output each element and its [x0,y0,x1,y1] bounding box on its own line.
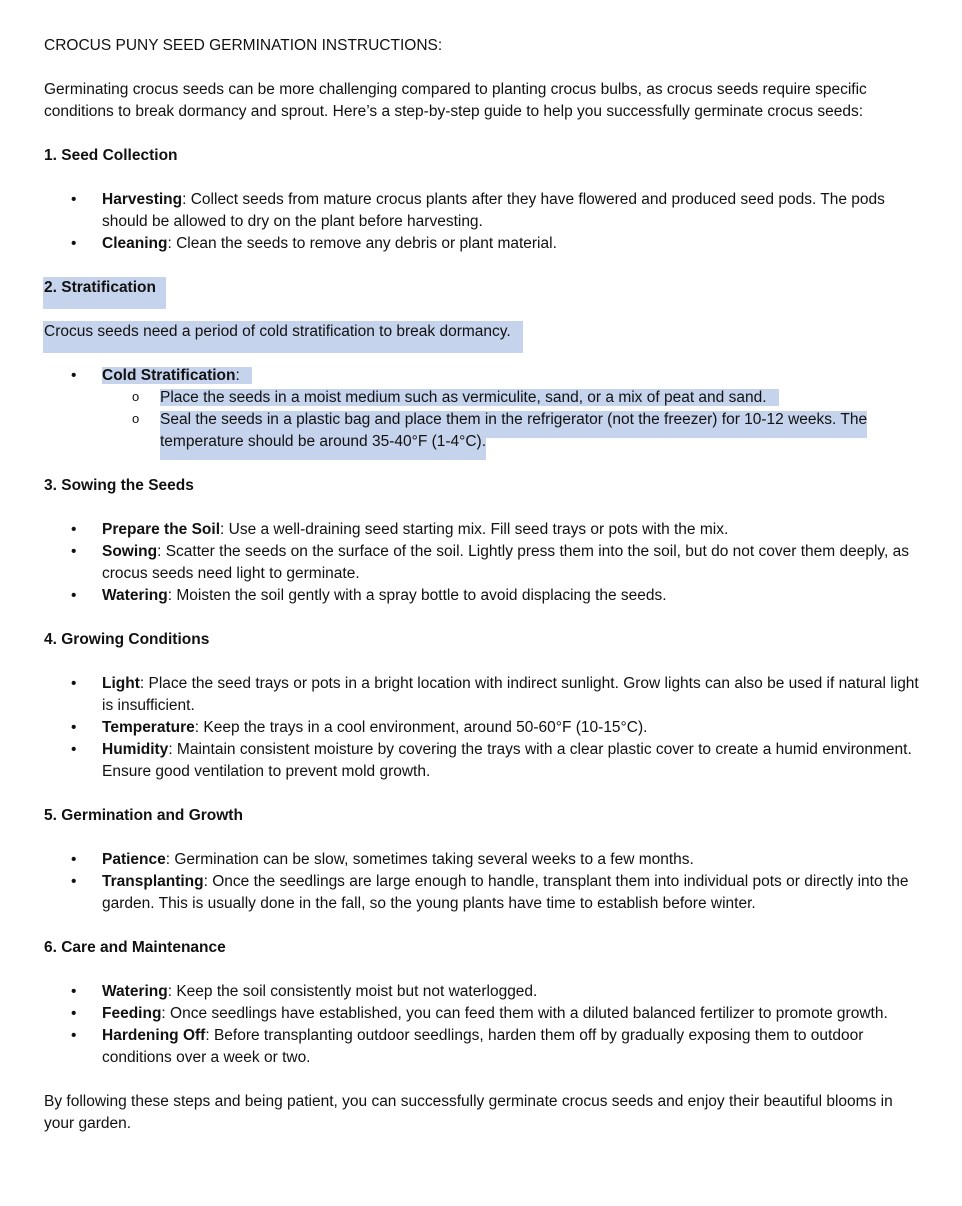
item-text: : Before transplanting outdoor seedlings, harden them off by gradually exposing them to outdoor conditions over a week or two. [102,1027,864,1066]
item-term: Cleaning [102,235,168,252]
growing-conditions-list [44,673,924,783]
item-text: : Maintain consistent moisture by covering the trays with a clear plastic cover to create a humid environment. Ensure good ventilation to prevent mold growth. [102,741,912,780]
item-term: Prepare the Soil [102,521,221,538]
item-text: : Once the seedlings are large enough to handle, transplant them into individual pots or directly into the garden. This is usually done in the fall, so the young plants have time to establish before winter. [102,873,909,912]
item-term: Patience [102,851,166,868]
sowing-list [44,519,924,607]
list-item [44,585,924,607]
cold-stratification-line [102,367,252,384]
section-heading-seed-collection: 1. Seed Collection [44,147,178,164]
item-term: Watering [102,983,168,1000]
item-text: : Moisten the soil gently with a spray bottle to avoid displacing the seeds. [167,587,667,604]
item-text: : Keep the soil consistently moist but not waterlogged. [167,983,538,1000]
sub-list-item [102,409,924,453]
list-item [44,541,924,585]
section-heading-stratification [43,277,924,299]
list-item [44,673,924,717]
item-term: Hardening Off [102,1027,206,1044]
document-page [44,35,924,1135]
list-item [44,871,924,915]
sub-list [102,387,924,453]
heading-text: 2. Stratification [43,277,166,309]
list-item [44,519,924,541]
list-item [44,981,924,1003]
item-text: : Scatter the seeds on the surface of the soil. Lightly press them into the soil, but do not cover them deeply, as crocus seeds need light to germinate. [102,543,909,582]
section-heading-germination-growth: 5. Germination and Growth [44,807,243,824]
intro-text: Crocus seeds need a period of cold stratification to break dormancy. [43,321,523,353]
section-heading-sowing: 3. Sowing the Seeds [44,477,194,494]
item-term: Transplanting [102,873,204,890]
item-term: Temperature [102,719,195,736]
list-item [44,849,924,871]
item-term: Watering [102,587,168,604]
item-term: Cold Stratification [102,367,236,384]
section-heading-growing-conditions: 4. Growing Conditions [44,631,210,648]
document-title: CROCUS PUNY SEED GERMINATION INSTRUCTIONS: [44,37,443,54]
item-text: : Place the seed trays or pots in a bright location with indirect sunlight. Grow lights can also be used if natural light is insufficient. [102,675,919,714]
list-item [44,739,924,783]
seed-collection-list [44,189,924,255]
sub-item-text: Place the seeds in a moist medium such as vermiculite, sand, or a mix of peat and sand. [160,389,779,406]
item-term: Feeding [102,1005,162,1022]
care-maintenance-list [44,981,924,1069]
item-text: : Collect seeds from mature crocus plants after they have flowered and produced seed pods. The pods should be allowed to dry on the plant before harvesting. [102,191,885,230]
intro-paragraph: Germinating crocus seeds can be more challenging compared to planting crocus bulbs, as crocus seeds require specific conditions to break dormancy and sprout. Here’s a step-by-step guide to help you successfully germinate crocus seeds: [44,81,867,120]
item-term: Humidity [102,741,169,758]
item-text: : Clean the seeds to remove any debris or plant material. [167,235,557,252]
item-text: : Once seedlings have established, you can feed them with a diluted balanced fertilizer to promote growth. [161,1005,888,1022]
list-item [44,1025,924,1069]
item-text: : Germination can be slow, sometimes taking several weeks to a few months. [165,851,694,868]
item-term: Sowing [102,543,158,560]
sub-item-text: Seal the seeds in a plastic bag and place them in the refrigerator (not the freezer) for 10-12 weeks. The temperature should be around 35-40°F (1-4°C). [160,411,867,460]
item-term: Harvesting [102,191,183,208]
list-item [44,189,924,233]
germination-growth-list [44,849,924,915]
item-text: : Keep the trays in a cool environment, around 50-60°F (10-15°C). [194,719,648,736]
list-item [44,233,924,255]
list-item [44,365,924,453]
sub-list-item [102,387,924,409]
list-item [44,1003,924,1025]
list-item [44,717,924,739]
closing-paragraph: By following these steps and being patient, you can successfully germinate crocus seeds and enjoy their beautiful blooms in your garden. [44,1093,893,1132]
section-heading-care-maintenance: 6. Care and Maintenance [44,939,226,956]
item-text: : [235,367,240,384]
item-text: : Use a well-draining seed starting mix. Fill seed trays or pots with the mix. [220,521,729,538]
stratification-list [44,365,924,453]
stratification-intro [43,321,924,343]
item-term: Light [102,675,140,692]
